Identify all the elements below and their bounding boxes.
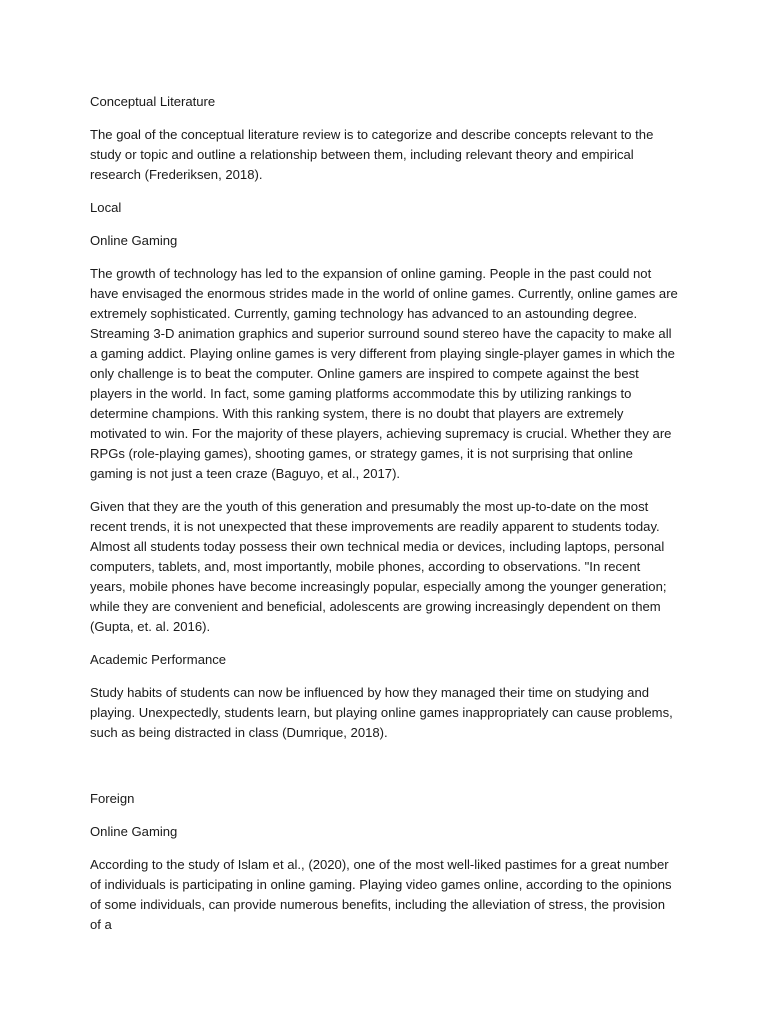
blank-line <box>90 756 678 789</box>
paragraph-academic-performance: Study habits of students can now be influenced by how they managed their time on studying and playing. Unexpectedly, students learn, but playing online games inappropriately can cause problems, such as being distracted in class (Dumrique, 2018). <box>90 685 673 740</box>
subsection-heading-online-gaming-foreign: Online Gaming <box>90 824 178 839</box>
section-heading-local: Local <box>90 200 122 215</box>
paragraph-online-gaming-local-2: Given that they are the youth of this generation and presumably the most up-to-date on the most recent trends, it is not unexpected that these improvements are readily apparent to students today. Almost all students today possess their own technical media or devices, including laptops, personal computers, tablets, and, most importantly, mobile phones, according to observations. "In recent years, mobile phones have become increasingly popular, especially among the younger generation; while they are convenient and beneficial, adolescents are growing increasingly dependent on them (Gupta, et. al. 2016). <box>90 499 667 634</box>
section-heading-foreign: Foreign <box>90 791 135 806</box>
subsection-heading-online-gaming-local: Online Gaming <box>90 233 178 248</box>
subsection-heading-academic-performance: Academic Performance <box>90 652 227 667</box>
intro-paragraph: The goal of the conceptual literature review is to categorize and describe concepts relevant to the study or topic and outline a relationship between them, including relevant theory and empirical research (Frederiksen, 2018). <box>90 127 654 182</box>
paragraph-online-gaming-foreign: According to the study of Islam et al., (2020), one of the most well-liked pastimes for a great number of individuals is participating in online gaming. Playing video games online, according to the opinions of some individuals, can provide numerous benefits, including the alleviation of stress, the provision of a <box>90 857 672 932</box>
document-title: Conceptual Literature <box>90 94 216 109</box>
paragraph-online-gaming-local-1: The growth of technology has led to the expansion of online gaming. People in the past could not have envisaged the enormous strides made in the world of online games. Currently, online games are extremely sophisticated. Currently, gaming technology has advanced to an astounding degree. Streaming 3-D animation graphics and superior surround sound stereo have the capacity to make all a gaming addict. Playing online games is very different from playing single-player games in which the only challenge is to beat the computer. Online gamers are inspired to compete against the best players in the world. In fact, some gaming platforms accommodate this by utilizing rankings to determine champions. With this ranking system, there is no doubt that players are extremely motivated to win. For the majority of these players, achieving supremacy is crucial. Whether they are RPGs (role-playing games), shooting games, or strategy games, it is not surprising that online gaming is not just a teen craze (Baguyo, et al., 2017). <box>90 266 678 481</box>
document-body <box>90 92 678 948</box>
